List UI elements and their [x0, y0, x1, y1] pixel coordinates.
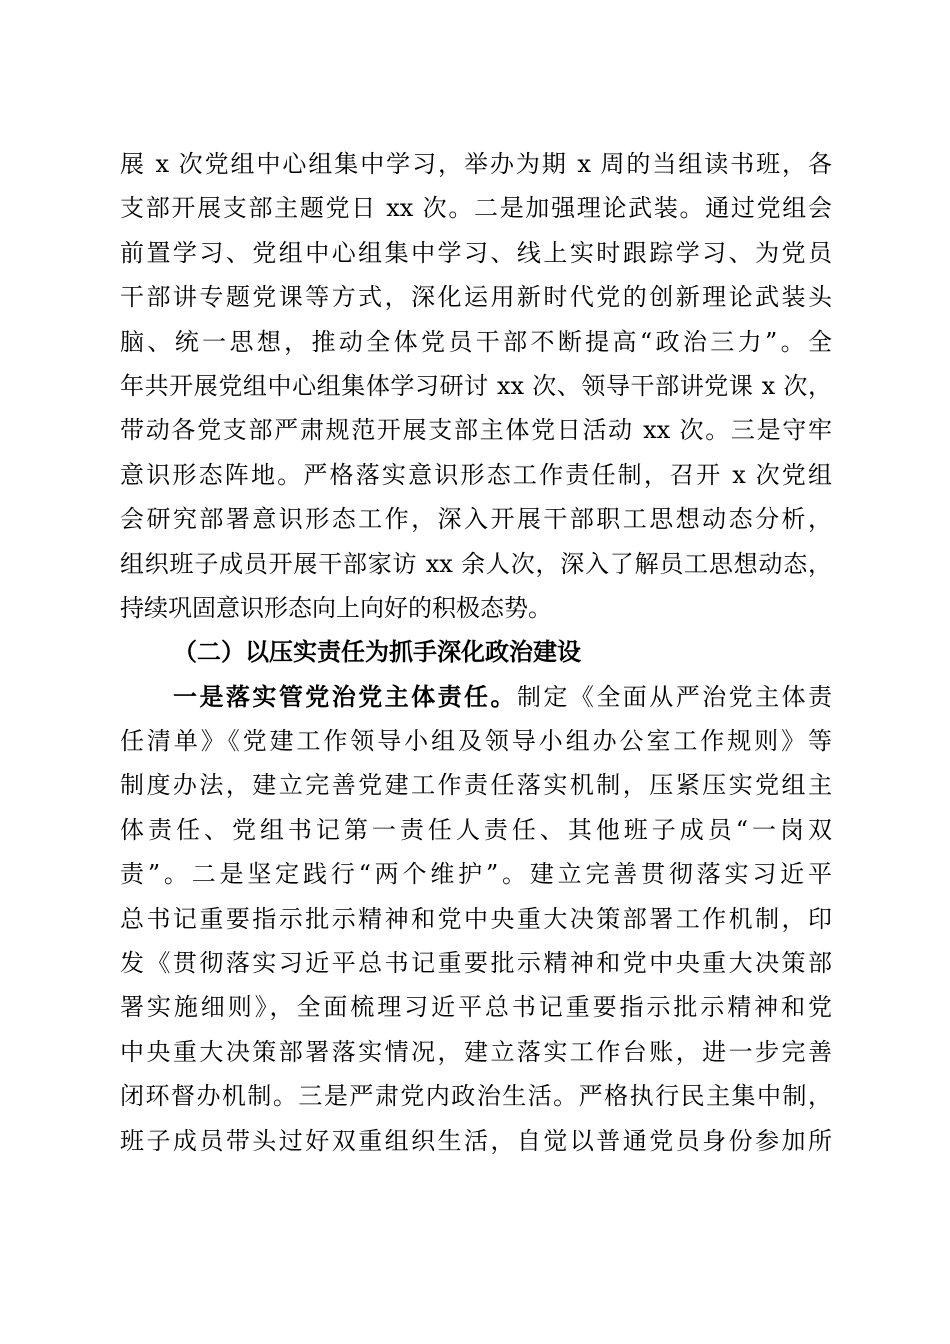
text-line: 展 x 次党组中心组集中学习，举办为期 x 周的当组读书班，各: [120, 150, 832, 178]
text-line: 署实施细则》，全面梳理习近平总书记重要指示批示精神和党: [120, 993, 832, 1022]
text-line: 制度办法，建立完善党建工作责任落实机制，压紧压实党组主: [120, 771, 832, 800]
section-heading: （二）以压实责任为抓手深化政治建设: [173, 637, 581, 667]
text-line: 任清单》《党建工作领导小组及领导小组办公室工作规则》等: [120, 727, 832, 756]
paragraph-lead-phrase: 一是落实管党治党主体责任。: [173, 681, 517, 711]
text-line: 干部讲专题党课等方式，深化运用新时代党的创新理论武装头: [120, 283, 832, 312]
document-body: [120, 142, 832, 1163]
text-line: 组织班子成员开展干部家访 xx 余人次，深入了解员工思想动态，: [120, 549, 832, 578]
text-line: 责”。二是坚定践行“两个维护”。建立完善贯彻落实习近平: [120, 860, 832, 889]
text-line: 带动各党支部严肃规范开展支部主体党日活动 xx 次。三是守牢: [120, 416, 832, 445]
text-line: 发《贯彻落实习近平总书记重要批示精神和党中央重大决策部: [120, 949, 832, 978]
text-line: 体责任、党组书记第一责任人责任、其他班子成员“一岗双: [120, 815, 832, 844]
text-line: 脑、统一思想，推动全体党员干部不断提高“政治三力”。全: [120, 327, 832, 356]
paragraph-first-line: [120, 675, 832, 719]
text-line: 会研究部署意识形态工作，深入开展干部职工思想动态分析，: [120, 505, 832, 534]
text-line: 年共开展党组中心组集体学习研讨 xx 次、领导干部讲党课 x 次，: [120, 371, 832, 400]
text-line: 持续巩固意识形态向上向好的积极态势。: [120, 593, 552, 622]
text-line: 总书记重要指示批示精神和党中央重大决策部署工作机制，印: [120, 904, 832, 933]
text-line: 意识形态阵地。严格落实意识形态工作责任制，召开 x 次党组: [120, 460, 832, 489]
text-line: 支部开展支部主题党日 xx 次。二是加强理论武装。通过党组会: [120, 194, 832, 223]
text-line: 前置学习、党组中心组集中学习、线上实时跟踪学习、为党员: [120, 238, 832, 267]
text-line: 中央重大决策部署落实情况，建立落实工作台账，进一步完善: [120, 1037, 832, 1066]
text-line: 班子成员带头过好双重组织生活，自觉以普通党员身份参加所: [120, 1126, 832, 1155]
text-line: 闭环督办机制。三是严肃党内政治生活。严格执行民主集中制，: [120, 1082, 832, 1111]
paragraph-first-line-rest: 制定《全面从严治党主体责: [516, 682, 833, 711]
